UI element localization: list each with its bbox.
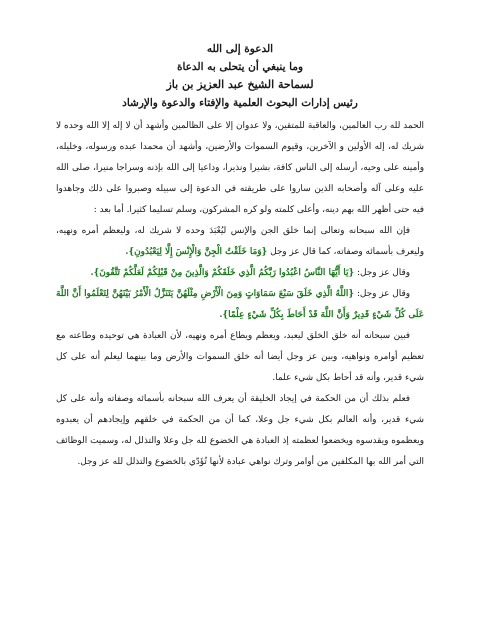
paragraph-text: وقال عز وجل: (354, 289, 410, 299)
paragraph-creation (56, 221, 424, 263)
paragraph-intro: الحمد لله رب العالمين، والعاقبة للمتقين، ولا عدوان إلا على الظالمين وأشهد أن لا إله إلا الله وحده لا شريك له، إله الأولين و الآخرين، وقيوم السموات والأرضين، وأشهد أن محمدا عبده ورسوله، وخليله، وأمينه على وحيه، أرسله إلى الناس كافة، بشيرا ونذيرا، وداعيا إلى الله بإذنه وسراجا منيرا، صلى الله عليه وعلى آله وأصحابه الذين ساروا على طريقته في الدعوة إلى سبيله وصبروا على ذلك وجاهدوا فيه حتى أظهر الله بهم دينه، وأعلى كلمته ولو كره المشركون، وسلم تسليما كثيرا. أما بعد : (56, 121, 424, 215)
paragraph-text: فإن الله سبحانه وتعالى إنما خلق الجن والإنس ليُعْبَدَ وحده لا شريك له، وليعظم أمره ونهيه، وليعرف بأسمائه وصفاته، كما قال عز وجل (56, 226, 424, 257)
quran-verse: {يَا أَيُّهَا النَّاسُ اعْبُدُوا رَبَّكُمُ الَّذِي خَلَقَكُمْ وَالَّذِينَ مِنْ قَبْلِكُمْ لَعَلَّكُمْ تَتَّقُونَ}. (90, 268, 355, 278)
doc-title: الدعوة إلى الله (206, 43, 274, 55)
paragraph-verse-2 (56, 263, 424, 284)
doc-author: لسماحة الشيخ عبد العزيز بن باز (166, 78, 314, 91)
paragraph-text: وقال عز وجل: (354, 268, 410, 278)
doc-subtitle: وما ينبغي أن يتحلى به الدعاة (176, 61, 304, 73)
paragraph-explanation: فبين سبحانه أنه خلق الخلق ليعبد، ويعظم ويطاع أمره ونهيه، لأن العبادة هي توحيده وطاعته مع تعظيم أوامره ونواهيه، وبين عز وجل أيضا أنه خلق السموات والأرض وما بينهما ليعلم أنه على كل شيء قدير، وأنه قد أحاط بكل شيء علما. (56, 331, 424, 383)
paragraph-wisdom: فعلم بذلك أن من الحكمة في إيجاد الخليقة أن يعرف الله سبحانه بأسمائه وصفاته وأنه على كل شيء قدير، وأنه العالم بكل شيء جل وعلا، كما أن من الحكمة في خلقهم وإيجادهم أن يعبدوه ويعظموه ويقدسوه ويخضعوا لعظمته إذ العبادة هي الخضوع لله جل وعلا والتذلل له، وسميت الوظائف التي أمر الله بها المكلفين من أوامر وترك نواهي عبادة لأنها تُؤَدّي بالخضوع والتذلل لله عز وجل. (56, 394, 424, 467)
quran-verse: {اللَّهُ الَّذِي خَلَقَ سَبْعَ سَمَاوَاتٍ وَمِنَ الْأَرْضِ مِثْلَهُنَّ يَتَنَزَّلُ الْأَمْرُ بَيْنَهُنَّ لِتَعْلَمُوا أَنَّ اللَّهَ عَلَى كُلِّ شَيْءٍ قَدِيرٌ وَأَنَّ اللَّهَ قَدْ أَحَاطَ بِكُلِّ شَيْءٍ عِلْمًا}. (56, 289, 424, 320)
quran-verse: {وَمَا خَلَقْتُ الْجِنَّ وَالْإِنْسَ إِلَّا لِيَعْبُدُونِ}. (125, 247, 268, 257)
paragraph-verse-3 (56, 284, 424, 326)
doc-position: رئيس إدارات البحوث العلمية والإفتاء والدعوة والإرشاد (122, 97, 358, 109)
